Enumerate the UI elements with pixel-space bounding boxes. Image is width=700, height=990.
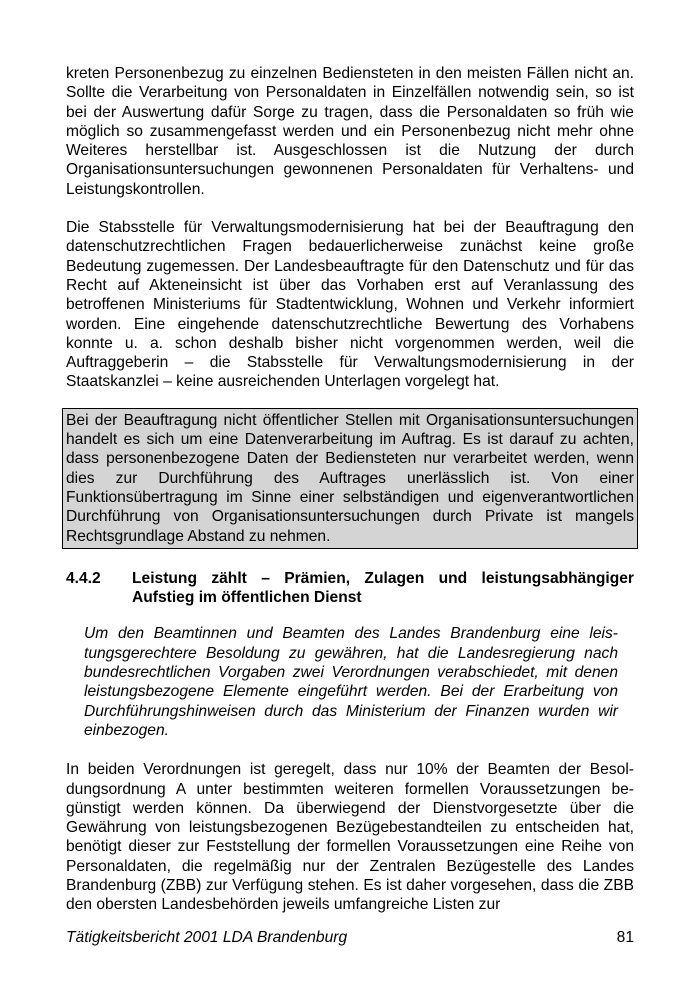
body-paragraph-3: In beiden Verordnungen ist geregelt, dass nur 10% der Beamten der Besoldungsordnung A unter bestimmten weiteren formellen Voraussetzungen begünstigt werden können. Da überwiegend der Dienstvorgesetzte über die Gewährung von leistungsbezogenen Bezügebestandteilen zu entscheiden hat, benötigt dieser zur Feststellung der formellen Voraussetzungen eine Reihe von Personaldaten, die regelmäßig nur der Zentralen Bezügestelle des Landes Brandenburg (ZBB) zur Verfügung stehen. Es ist daher vorgesehen, dass die ZBB den obersten Landesbehörden jeweils umfangreiche Listen zur bbox=[66, 761, 634, 914]
footer-source: Tätigkeitsbericht 2001 LDA Brandenburg bbox=[66, 929, 348, 946]
section-title: Leistung zählt – Prämien, Zulagen und leistungsabhängiger Aufstieg im öffentlichen Dienst bbox=[132, 569, 634, 607]
body-paragraph-1: kreten Personenbezug zu einzelnen Bediensteten in den meisten Fällen nicht an. Sollte die Verarbeitung von Personaldaten in Einzelfällen notwendig sein, so ist bei der Auswertung dafür Sorge zu tragen, dass die Personaldaten so früh wie möglich so zusammengefasst werden und ein Personenbezug nicht mehr ohne Weiteres herstellbar ist. Ausgeschlossen ist die Nutzung der durch Organisationsuntersuchungen gewonnenen Personaldaten für Verhaltens- und Leistungskontrollen. bbox=[66, 65, 634, 198]
body-paragraph-2: Die Stabsstelle für Verwaltungsmodernisierung hat bei der Beauftragung den datenschutzrechtlichen Fragen bedauerlicherweise zunächst keine große Bedeutung zugemessen. Der Landesbeauftragte für den Datenschutz und für das Recht auf Akteneinsicht ist über das Vorhaben erst auf Veranlassung des betroffenen Ministeriums für Stadtentwicklung, Wohnen und Verkehr informiert worden. Eine eingehende datenschutzrechtliche Bewertung des Vorhabens konnte u. a. schon deshalb bisher nicht vorgenommen werden, weil die Auftraggeberin – die Stabsstelle für Verwaltungsmodernisierung in der Staatskanzlei – keine ausreichenden Unterlagen vorgelegt hat. bbox=[66, 219, 634, 391]
page-number: 81 bbox=[616, 929, 634, 946]
section-summary: Um den Beamtinnen und Beamten des Landes Brandenburg eine leistungsgerechtere Besoldung zu gewähren, hat die Landesregierung nach bundesrechtlichen Vorgaben zwei Verordnungen verabschiedet, mit denen leistungsbezogene Elemente eingeführt werden. Bei der Erarbeitung von Durchführungshinweisen durch das Ministerium der Finanzen wurden wir einbezogen. bbox=[84, 625, 618, 739]
recommendation-box: Bei der Beauftragung nicht öffentlicher Stellen mit Organisationsuntersuchungen handelt es sich um eine Datenverarbeitung im Auftrag. Es ist darauf zu achten, dass personenbezogene Daten der Bediensteten nur verarbeitet werden, wenn dies zur Durchführung des Auftrages unerlässlich ist. Von einer Funktionsübertragung im Sinne einer selbständigen und eigenverantwortlichen Durchführung von Organisationsuntersuchungen durch Private ist mangels Rechtsgrundlage Abstand zu nehmen. bbox=[62, 408, 638, 549]
document-body bbox=[66, 64, 634, 915]
section-number: 4.4.2 bbox=[66, 569, 101, 587]
section-heading bbox=[66, 569, 634, 608]
